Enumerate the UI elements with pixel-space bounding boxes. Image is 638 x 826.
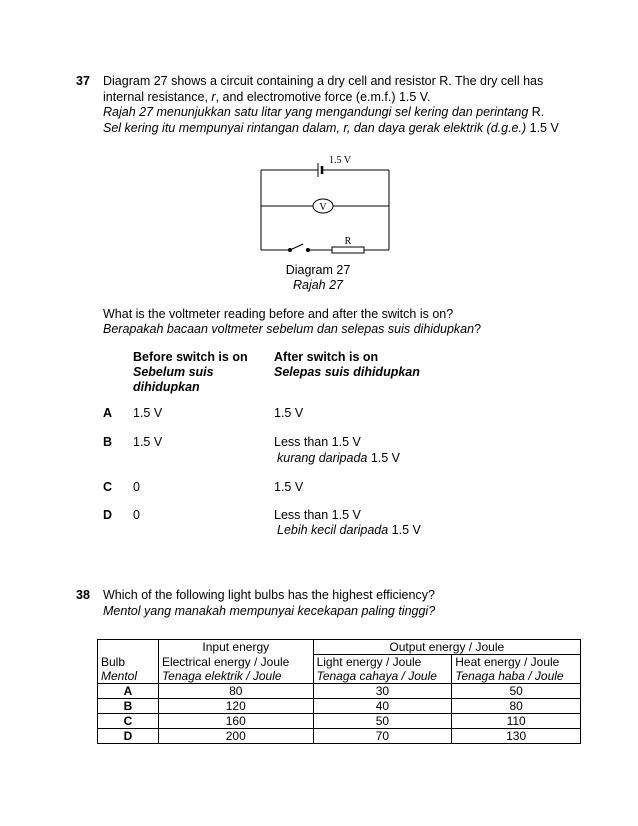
question-37-number: 37 <box>76 74 90 88</box>
light-header-ms: Tenaga cahaya / Joule <box>313 669 452 684</box>
light-cell: 70 <box>313 729 452 744</box>
text-segment: 1.5 V <box>367 451 401 465</box>
option-after-value: Less than 1.5 V <box>274 508 361 522</box>
table-header-row <box>98 655 581 670</box>
option-before-value: 0 <box>133 508 140 522</box>
text-segment: internal resistance, <box>103 90 212 104</box>
question-37-text-ms-2 <box>103 121 559 135</box>
heat-header-en: Heat energy / Joule <box>452 655 581 670</box>
option-letter: D <box>103 508 113 522</box>
text-segment: R. <box>531 105 545 119</box>
text-segment: 1.5 V <box>388 523 421 537</box>
question-37-text-ms-1 <box>103 105 544 119</box>
option-before-value: 1.5 V <box>133 435 163 449</box>
resistor-label: R <box>344 236 352 247</box>
header-before-en: Before switch is on <box>133 350 248 364</box>
bulb-cell: A <box>98 684 159 699</box>
option-before-value: 0 <box>133 480 140 494</box>
header-after-en: After switch is on <box>274 350 379 364</box>
text-segment: ? <box>474 322 482 336</box>
bulb-cell: B <box>98 699 159 714</box>
input-cell: 120 <box>158 699 313 714</box>
header-before-ms-2: dihidupkan <box>133 380 200 394</box>
question-37-prompt-en: What is the voltmeter reading before and after the switch is on? <box>103 307 454 321</box>
option-after-value: 1.5 V <box>274 480 304 494</box>
switch-contact <box>306 248 310 252</box>
bulb-cell: D <box>98 729 159 744</box>
bulb-cell: C <box>98 714 159 729</box>
header-after-ms: Selepas suis dihidupkan <box>274 365 420 379</box>
heat-cell: 110 <box>452 714 581 729</box>
resistor-symbol <box>332 247 364 253</box>
light-cell: 50 <box>313 714 452 729</box>
text-segment: 1.5 V <box>526 121 559 135</box>
option-after-value: 1.5 V <box>274 406 304 420</box>
input-cell: 160 <box>158 714 313 729</box>
input-cell: 80 <box>158 684 313 699</box>
bulb-header-ms: Mentol <box>98 669 159 684</box>
text-segment-italic: r <box>211 90 216 104</box>
question-38-prompt-ms: Mentol yang manakah mempunyai kecekapan paling tinggi? <box>103 604 436 618</box>
heat-cell: 130 <box>452 729 581 744</box>
option-letter: A <box>103 406 113 420</box>
input-cell: 200 <box>158 729 313 744</box>
light-header-en: Light energy / Joule <box>313 655 452 670</box>
voltmeter-label: V <box>319 202 327 213</box>
heat-cell: 50 <box>452 684 581 699</box>
question-37-prompt-ms <box>103 322 481 336</box>
input-energy-header: Input energy <box>158 640 313 655</box>
table-row <box>98 684 581 699</box>
output-energy-header: Output energy / Joule <box>313 640 580 655</box>
text-segment-italic: Berapakah bacaan voltmeter sebelum dan selepas suis dihidupkan <box>103 322 475 336</box>
text-segment-italic: Lebih kecil daripada <box>277 523 389 537</box>
option-after-value: Less than 1.5 V <box>274 435 361 449</box>
table-row <box>98 699 581 714</box>
circuit-diagram <box>250 150 400 260</box>
light-cell: 30 <box>313 684 452 699</box>
table-header-row <box>98 669 581 684</box>
heat-cell: 80 <box>452 699 581 714</box>
text-segment: , and electromotive force (e.m.f.) 1.5 V. <box>215 90 431 104</box>
text-segment: Rajah 27 menunjukkan satu litar yang mengandungi sel kering dan perintang <box>103 105 532 119</box>
question-37-text-en-1: Diagram 27 shows a circuit containing a dry cell and resistor R. The dry cell has <box>103 74 544 88</box>
electrical-header-ms: Tenaga elektrik / Joule <box>158 669 313 684</box>
switch-blade <box>290 244 303 250</box>
option-after-ms <box>277 451 400 465</box>
header-before-ms-1: Sebelum suis <box>133 365 214 379</box>
emf-label: 1.5 V <box>328 155 352 166</box>
bulb-header-en: Bulb <box>98 655 159 670</box>
question-37-text-en-2 <box>103 90 430 104</box>
question-38-number: 38 <box>76 588 90 602</box>
electrical-header-en: Electrical energy / Joule <box>158 655 313 670</box>
table-header-row <box>98 640 581 655</box>
option-letter: B <box>103 435 113 449</box>
light-cell: 40 <box>313 699 452 714</box>
table-cell <box>98 640 159 655</box>
diagram-caption-en: Diagram 27 <box>285 263 351 277</box>
option-after-ms <box>277 523 421 537</box>
heat-header-ms: Tenaga haba / Joule <box>452 669 581 684</box>
text-segment-italic: Sel kering itu mempunyai rintangan dalam, r, dan daya gerak elektrik (d.g.e.) <box>103 121 527 135</box>
text-segment-italic: kurang daripada <box>277 451 368 465</box>
table-row <box>98 729 581 744</box>
option-letter: C <box>103 480 113 494</box>
question-38-prompt-en: Which of the following light bulbs has the highest efficiency? <box>103 588 435 602</box>
table-row <box>98 714 581 729</box>
energy-table <box>97 639 581 744</box>
diagram-caption-ms: Rajah 27 <box>292 278 344 292</box>
option-before-value: 1.5 V <box>133 406 163 420</box>
